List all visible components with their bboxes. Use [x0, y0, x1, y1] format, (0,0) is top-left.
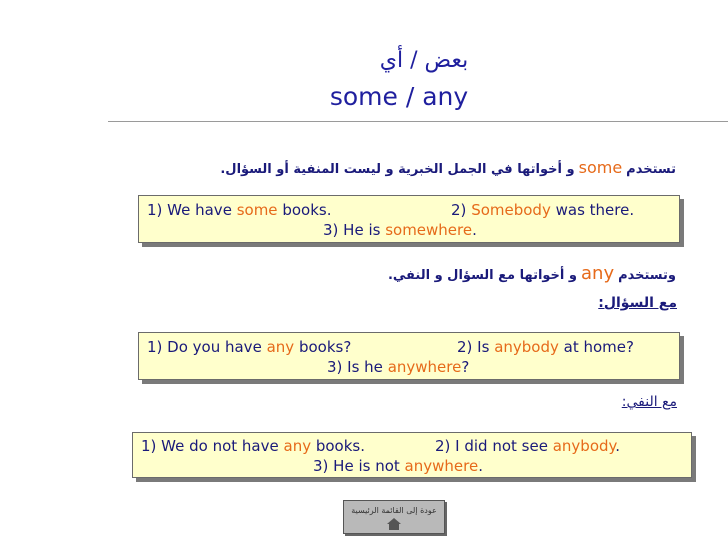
negative-example-3: 3) He is not anywhere. — [313, 457, 483, 475]
some-example-3: 3) He is somewhere. — [323, 221, 477, 239]
question-example-1: 1) Do you have any books? — [147, 338, 352, 356]
some-example-2: 2) Somebody was there. — [451, 201, 635, 219]
english-title: some / any — [329, 82, 469, 111]
some-examples-box — [138, 195, 680, 243]
any-keyword: any — [581, 263, 615, 284]
question-examples-box — [138, 332, 680, 380]
home-button-label: عودة إلى القائمة الرئيسية — [351, 506, 437, 515]
home-button[interactable] — [343, 500, 445, 534]
home-icon — [344, 518, 444, 530]
any-rule-text: وتستخدمanyو أخواتها مع السؤال و النفي. — [387, 263, 676, 284]
negative-example-1: 1) We do not have any books. — [141, 437, 366, 455]
question-heading: مع السؤال: — [598, 295, 677, 311]
question-example-2: 2) Is anybody at home? — [457, 338, 634, 356]
title-divider — [108, 121, 728, 122]
some-example-1: 1) We have some books. — [147, 201, 332, 219]
some-keyword: some — [578, 158, 623, 177]
question-example-3: 3) Is he anywhere? — [327, 358, 470, 376]
arabic-title: بعض / أي — [379, 48, 469, 73]
negative-examples-box — [132, 432, 692, 478]
negative-heading: مع النفي: — [621, 394, 677, 410]
negative-example-2: 2) I did not see anybody. — [435, 437, 621, 455]
some-rule-text: تستخدمsomeو أخواتها في الجمل الخبرية و ليست المنفية أو السؤال. — [220, 158, 676, 177]
